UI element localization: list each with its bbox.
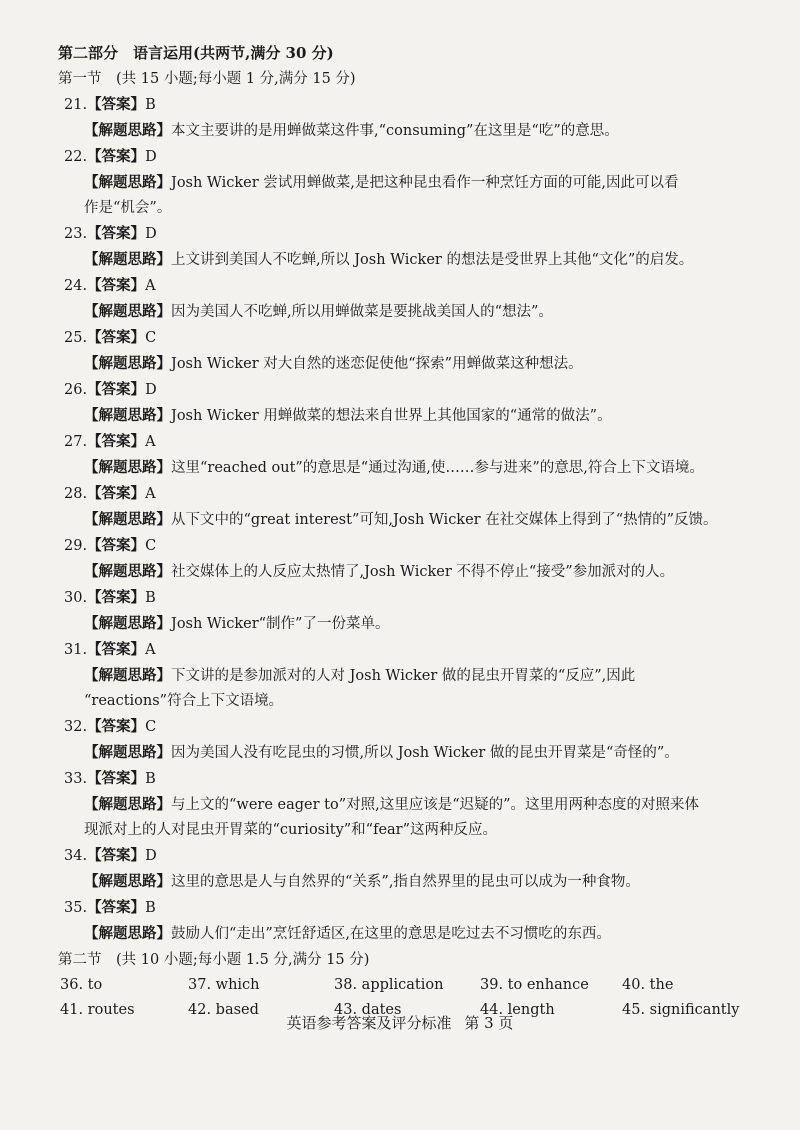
explain-label: 【解题思路】	[84, 459, 171, 476]
explain-text: 社交媒体上的人反应太热情了,Josh Wicker 不得不停止“接受”参加派对的人。	[171, 564, 675, 580]
explain-label: 【解题思路】	[84, 407, 171, 424]
question-answer-line	[58, 637, 742, 663]
answer-value: A	[145, 642, 156, 658]
answer-value: D	[145, 149, 157, 165]
explain-label: 【解题思路】	[84, 251, 171, 268]
question-answer-line	[58, 221, 742, 247]
explain-text: Josh Wicker 对大自然的迷恋促使他“探索”用蝉做菜这种想法。	[171, 356, 583, 372]
answer-value: C	[145, 719, 157, 735]
answer-value: B	[145, 771, 156, 787]
answer-value: D	[145, 848, 157, 864]
footer-page-number: 第 3 页	[464, 1014, 514, 1032]
answer-value: C	[145, 538, 157, 554]
fill-answer: 37. which	[188, 977, 260, 993]
question-number: 34.	[64, 848, 88, 864]
question-answer-line	[58, 273, 742, 299]
answer-value: B	[145, 590, 156, 606]
explain-text: 本文主要讲的是用蝉做菜这件事,“consuming”在这里是“吃”的意思。	[171, 123, 619, 139]
explain-text: 这里的意思是人与自然界的“关系”,指自然界里的昆虫可以成为一种食物。	[171, 874, 640, 890]
explanation	[58, 921, 742, 947]
answer-label: 【答案】	[87, 96, 146, 113]
question-answer-line	[58, 144, 742, 170]
explain-text: 因为美国人没有吃昆虫的习惯,所以 Josh Wicker 做的昆虫开胃菜是“奇怪的”。	[171, 745, 679, 761]
fill-answer: 39. to enhance	[480, 977, 589, 993]
answer-value: A	[145, 486, 156, 502]
answer-label: 【答案】	[87, 381, 146, 398]
explain-label: 【解题思路】	[84, 303, 171, 320]
answer-label: 【答案】	[87, 433, 146, 450]
answer-value: D	[145, 382, 157, 398]
explain-text: 因为美国人不吃蝉,所以用蝉做菜是要挑战美国人的“想法”。	[171, 304, 553, 320]
fill-answer: 40. the	[622, 977, 674, 993]
explain-text: 鼓励人们“走出”烹饪舒适区,在这里的意思是吃过去不习惯吃的东西。	[171, 926, 611, 942]
answer-label: 【答案】	[87, 847, 146, 864]
explanation	[58, 740, 742, 766]
question-answer-line	[58, 843, 742, 869]
question-answer-line	[58, 377, 742, 403]
question-number: 30.	[64, 590, 88, 606]
answer-label: 【答案】	[87, 485, 146, 502]
answer-label: 【答案】	[87, 899, 146, 916]
explain-label: 【解题思路】	[84, 174, 171, 191]
section2-title: 第二节 (共 10 小题;每小题 1.5 分,满分 15 分)	[58, 952, 370, 968]
question-number: 35.	[64, 900, 88, 916]
explanation	[58, 663, 742, 689]
answer-label: 【答案】	[87, 148, 146, 165]
question-answer-line	[58, 533, 742, 559]
explanation	[58, 869, 742, 895]
fill-answer: 44. length	[480, 1002, 555, 1018]
question-number: 22.	[64, 149, 88, 165]
answer-value: A	[145, 278, 156, 294]
answer-value: A	[145, 434, 156, 450]
explanation	[58, 118, 742, 144]
explanation	[58, 170, 742, 196]
part-title: 第二部分 语言运用(共两节,满分 30 分)	[58, 44, 334, 62]
answer-label: 【答案】	[87, 537, 146, 554]
explain-text: Josh Wicker 用蝉做菜的想法来自世界上其他国家的“通常的做法”。	[171, 408, 612, 424]
explanation	[58, 611, 742, 637]
answer-value: B	[145, 900, 156, 916]
explain-label: 【解题思路】	[84, 122, 171, 139]
explain-text: 这里“reached out”的意思是“通过沟通,使……参与进来”的意思,符合上下文语境。	[171, 460, 704, 476]
question-number: 29.	[64, 538, 88, 554]
fill-answer: 45. significantly	[622, 1002, 740, 1018]
explanation	[58, 792, 742, 818]
explain-label: 【解题思路】	[84, 511, 171, 528]
explain-label: 【解题思路】	[84, 615, 171, 632]
question-answer-line	[58, 92, 742, 118]
question-number: 28.	[64, 486, 88, 502]
explain-text: 从下文中的“great interest”可知,Josh Wicker 在社交媒体上得到了“热情的”反馈。	[171, 512, 718, 528]
page-footer	[0, 1012, 800, 1033]
question-number: 27.	[64, 434, 88, 450]
question-number: 24.	[64, 278, 88, 294]
explain-label: 【解题思路】	[84, 796, 171, 813]
question-number: 25.	[64, 330, 88, 346]
answer-label: 【答案】	[87, 589, 146, 606]
answer-label: 【答案】	[87, 329, 146, 346]
question-number: 31.	[64, 642, 88, 658]
answer-value: D	[145, 226, 157, 242]
explanation	[58, 507, 742, 533]
question-number: 26.	[64, 382, 88, 398]
question-answer-line	[58, 714, 742, 740]
answer-value: B	[145, 97, 156, 113]
explanation	[58, 351, 742, 377]
question-number: 33.	[64, 771, 88, 787]
explain-label: 【解题思路】	[84, 744, 171, 761]
answer-label: 【答案】	[87, 225, 146, 242]
explain-text: 下文讲的是参加派对的人对 Josh Wicker 做的昆虫开胃菜的“反应”,因此	[171, 668, 636, 684]
fill-answer: 41. routes	[60, 1002, 135, 1018]
fill-answer: 36. to	[60, 977, 103, 993]
explanation	[58, 455, 742, 481]
explanation	[58, 559, 742, 585]
explain-label: 【解题思路】	[84, 667, 171, 684]
question-answer-line	[58, 429, 742, 455]
answer-label: 【答案】	[87, 277, 146, 294]
fill-answer: 43. dates	[334, 1002, 402, 1018]
explanation-continued: 作是“机会”。	[84, 200, 172, 216]
explanation-continued: “reactions”符合上下文语境。	[84, 693, 284, 709]
question-number: 32.	[64, 719, 88, 735]
explain-label: 【解题思路】	[84, 563, 171, 580]
question-list	[58, 92, 742, 947]
explain-label: 【解题思路】	[84, 355, 171, 372]
section1-title: 第一节 (共 15 小题;每小题 1 分,满分 15 分)	[58, 71, 356, 87]
question-number: 21.	[64, 97, 88, 113]
explain-label: 【解题思路】	[84, 925, 171, 942]
question-answer-line	[58, 481, 742, 507]
explanation	[58, 403, 742, 429]
explain-text: 上文讲到美国人不吃蝉,所以 Josh Wicker 的想法是受世界上其他“文化”的启发。	[171, 252, 694, 268]
question-answer-line	[58, 895, 742, 921]
answer-label: 【答案】	[87, 718, 146, 735]
answer-label: 【答案】	[87, 770, 146, 787]
answer-value: C	[145, 330, 157, 346]
explanation	[58, 299, 742, 325]
footer-title: 英语参考答案及评分标准	[286, 1014, 452, 1032]
explanation-continued: 现派对上的人对昆虫开胃菜的“curiosity”和“fear”这两种反应。	[84, 822, 498, 838]
question-answer-line	[58, 766, 742, 792]
answer-label: 【答案】	[87, 641, 146, 658]
explain-text: Josh Wicker 尝试用蝉做菜,是把这种昆虫看作一种烹饪方面的可能,因此可以看	[171, 175, 679, 191]
explain-text: 与上文的“were eager to”对照,这里应该是“迟疑的”。这里用两种态度的对照来体	[171, 797, 700, 813]
explain-text: Josh Wicker“制作”了一份菜单。	[171, 616, 390, 632]
explain-label: 【解题思路】	[84, 873, 171, 890]
fill-answer: 42. based	[188, 1002, 259, 1018]
question-number: 23.	[64, 226, 88, 242]
fill-answer: 38. application	[334, 977, 444, 993]
explanation	[58, 247, 742, 273]
question-answer-line	[58, 325, 742, 351]
question-answer-line	[58, 585, 742, 611]
